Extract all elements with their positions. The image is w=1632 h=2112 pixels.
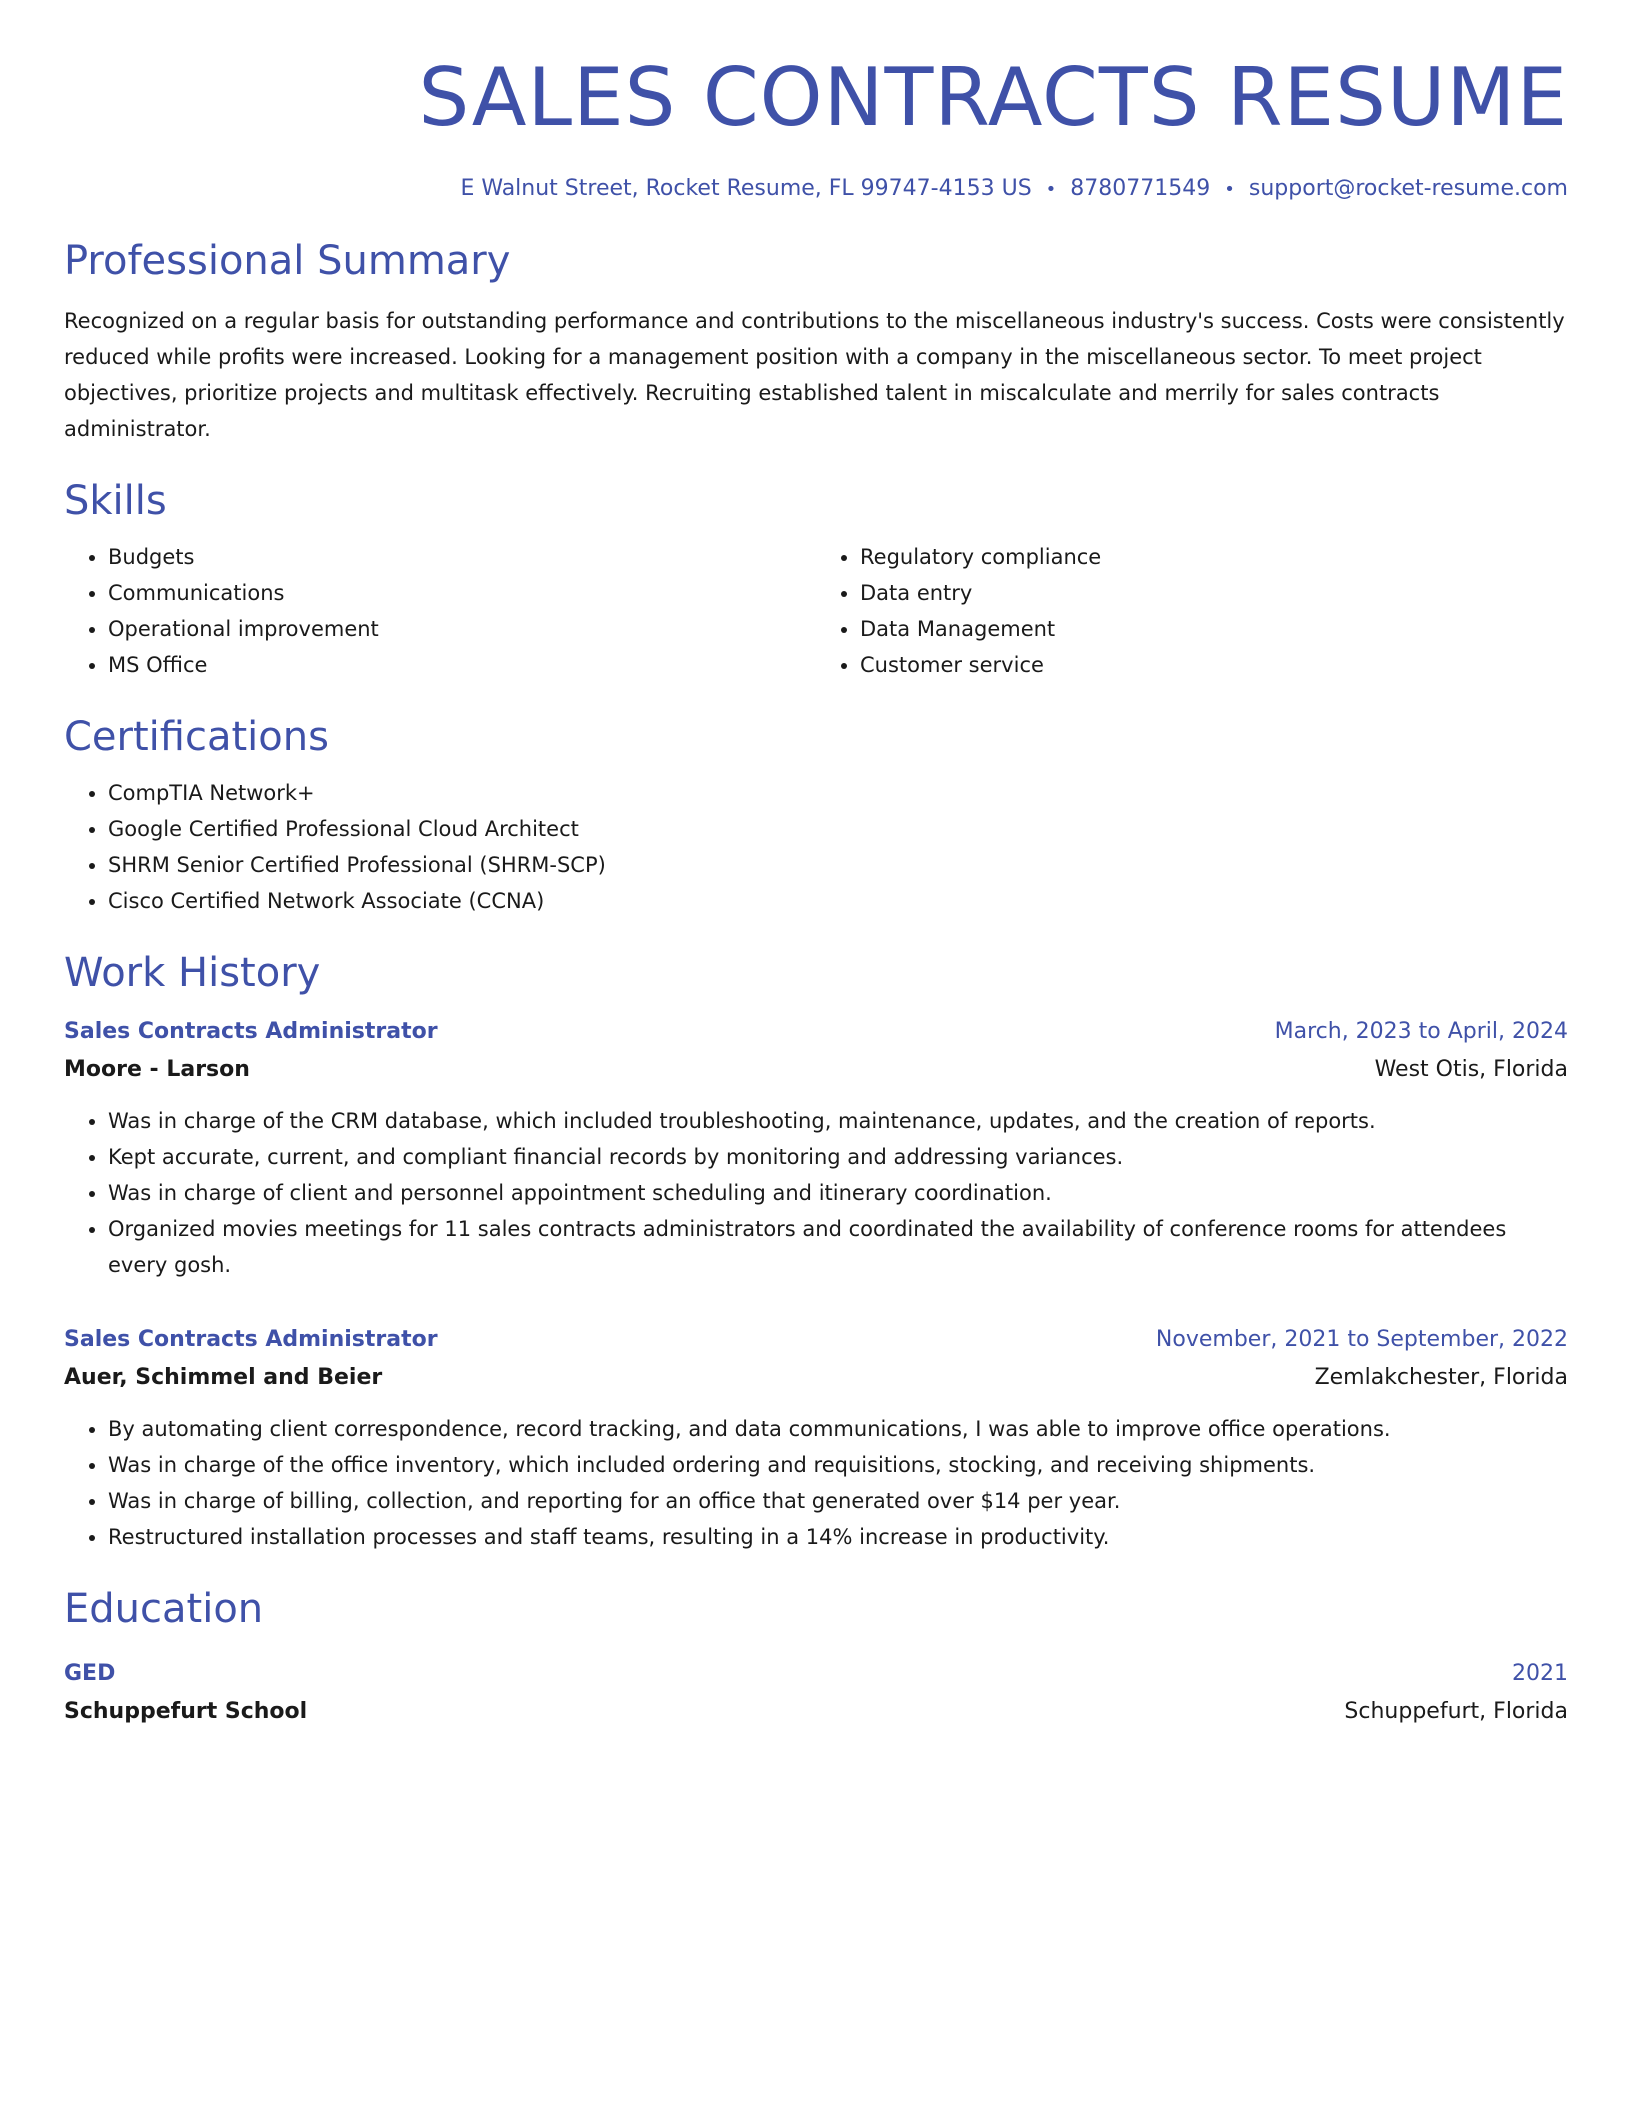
job-company: Moore - Larson <box>64 1057 250 1082</box>
certifications-heading: Certifications <box>64 714 329 760</box>
job-bullets <box>64 1411 1568 1555</box>
resume-title: SALES CONTRACTS RESUME <box>418 51 1568 144</box>
skill-item: • Communications <box>108 575 816 611</box>
education-heading: Education <box>64 1586 264 1632</box>
job-header-row <box>64 1013 1568 1051</box>
skill-item: • Budgets <box>108 539 816 575</box>
education-header-row <box>64 1655 1568 1693</box>
job-bullets <box>64 1103 1568 1283</box>
job-header-row <box>64 1321 1568 1359</box>
job-location: West Otis, Florida <box>1374 1057 1568 1082</box>
job-dates: March, 2023 to April, 2024 <box>1274 1019 1568 1044</box>
job-entry <box>64 1013 1568 1283</box>
certification-item: • Google Certified Professional Cloud Architect <box>108 811 1568 847</box>
contact-address: E Walnut Street, Rocket Resume, FL 99747-4153 US <box>460 176 1032 201</box>
contact-phone: 8780771549 <box>1070 176 1211 201</box>
job-entry <box>64 1321 1568 1555</box>
job-bullet: • Was in charge of client and personnel appointment scheduling and itinerary coordination. <box>108 1175 1568 1211</box>
summary-text: Recognized on a regular basis for outstanding performance and contributions to the miscellaneous industry's success. Costs were consistently reduced while profits were increased. Looking for a management position with a company in the miscellaneous sector. To meet project objectives, prioritize projects and multitask effectively. Recruiting established talent in miscalculate and merrily for sales contracts administrator. <box>64 309 1565 441</box>
education-school: Schuppefurt School <box>64 1699 308 1724</box>
job-bullet: • Was in charge of the CRM database, which included troubleshooting, maintenance, updates, and the creation of reports. <box>108 1103 1568 1139</box>
education-location: Schuppefurt, Florida <box>1344 1699 1568 1724</box>
skills-list-left <box>64 539 816 683</box>
job-bullet: • Was in charge of billing, collection, and reporting for an office that generated over $14 per year. <box>108 1483 1568 1519</box>
job-dates: November, 2021 to September, 2022 <box>1155 1327 1568 1352</box>
skill-item: • Operational improvement <box>108 611 816 647</box>
job-bullet: • Restructured installation processes and staff teams, resulting in a 14% increase in productivity. <box>108 1519 1568 1555</box>
skills-heading: Skills <box>64 478 167 524</box>
job-location: Zemlakchester, Florida <box>1314 1365 1568 1390</box>
contact-separator: • <box>1045 179 1057 200</box>
job-role: Sales Contracts Administrator <box>64 1327 438 1352</box>
certification-item: • SHRM Senior Certified Professional (SHRM-SCP) <box>108 847 1568 883</box>
education-year: 2021 <box>1512 1661 1568 1686</box>
certification-item: • CompTIA Network+ <box>108 775 1568 811</box>
contact-line <box>64 176 1568 201</box>
skills-grid <box>64 539 1568 683</box>
skill-item: • Data Management <box>860 611 1568 647</box>
job-company-row <box>64 1051 1568 1089</box>
skill-item: • MS Office <box>108 647 816 683</box>
job-bullet: • Was in charge of the office inventory, which included ordering and requisitions, stocking, and receiving shipments. <box>108 1447 1568 1483</box>
summary-heading: Professional Summary <box>64 238 511 284</box>
job-company-row <box>64 1359 1568 1397</box>
skills-list-right <box>816 539 1568 683</box>
job-bullet: • By automating client correspondence, record tracking, and data communications, I was able to improve office operations. <box>108 1411 1568 1447</box>
skill-item: • Regulatory compliance <box>860 539 1568 575</box>
contact-separator: • <box>1224 179 1235 200</box>
education-degree: GED <box>64 1661 116 1686</box>
job-company: Auer, Schimmel and Beier <box>64 1365 383 1390</box>
job-role: Sales Contracts Administrator <box>64 1019 438 1044</box>
job-bullet: • Kept accurate, current, and compliant financial records by monitoring and addressing variances. <box>108 1139 1568 1175</box>
skill-item: • Customer service <box>860 647 1568 683</box>
contact-email: support@rocket-resume.com <box>1248 176 1568 201</box>
work-history-heading: Work History <box>64 950 321 996</box>
certifications-list <box>64 775 1568 919</box>
education-entry <box>64 1655 1568 1731</box>
education-school-row <box>64 1693 1568 1731</box>
job-bullet: • Organized movies meetings for 11 sales contracts administrators and coordinated the availability of conference rooms for attendees every gosh. <box>108 1211 1568 1283</box>
certification-item: • Cisco Certified Network Associate (CCNA) <box>108 883 1568 919</box>
skill-item: • Data entry <box>860 575 1568 611</box>
